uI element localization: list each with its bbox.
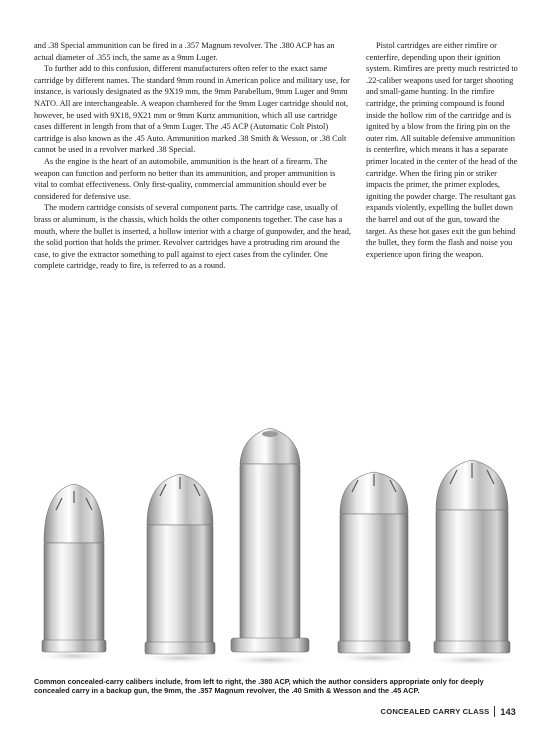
paragraph: and .38 Special ammunition can be fired in a .357 Magnum revolver. The .380 ACP has an actual diameter of .355 inch, the same as a 9mm Luger. — [34, 41, 335, 62]
cartridge-45-acp — [426, 460, 518, 666]
paragraph: As the engine is the heart of an automobile, ammunition is the heart of a firearm. The weapon can function and perform no better than its ammunition, and proper ammunition is vital to combat effectiveness. Only first-quality, commercial ammunition should ever be considered for defensive use. — [34, 156, 336, 201]
page-number: 143 — [500, 706, 516, 717]
paragraph: To further add to this confusion, different manufacturers often refer to the exact same cartridge by different names. The standard 9mm round in American police and military use, for instance, is variously designated as the 9X19 mm, the 9mm Parabellum, 9mm Luger and 9mm NATO. All are interchangeable. A weapon chambered for the 9mm Luger cartridge should not, however, be used with 9X18, 9X21 mm or 9mm Kurtz ammunition, which all use cartridge cases different in length from that of a 9mm Luger. The .45 ACP (Automatic Colt Pistol) cartridge is also known as the .45 Auto. Ammunition marked .38 Smith & Wesson, or .38 Colt cannot be used in a revolver marked .38 Special. — [34, 64, 350, 155]
paragraph: Pistol cartridges are either rimfire or centerfire, depending upon their ignition system. Rimfires are pretty much restricted to .22-caliber weapons used for target shooting and small-game hunting. In the rimfire cartridge, the priming compound is found inside the hollow rim of the cartridge and is ignited by a blow from the firing pin on the outer rim. All suitable defensive ammunition is centerfire, which means it has a separate primer located in the center of the head of the cartridge. When the firing pin or striker impacts the primer, the primer explodes, igniting the powder charge. The resultant gas expands violently, expelling the bullet down the barrel and out of the gun, toward the target. As these hot gases exit the gun behind the bullet, they form the flash and noise you experience upon firing the weapon. — [366, 41, 518, 259]
cartridges-photo — [0, 398, 550, 670]
cartridge-357-magnum — [224, 428, 316, 666]
left-text-column — [34, 40, 352, 272]
cartridge-9mm — [138, 474, 222, 664]
photo-caption: Common concealed-carry calibers include, from left to right, the .380 ACP, which the author considers appropriate only for deeply concealed carry in a backup gun, the 9mm, the .357 Magnum revolver, the .40 Smith & Wesson and the .45 ACP. — [34, 677, 484, 695]
cartridge-40-sw — [330, 472, 418, 664]
footer-divider — [494, 706, 495, 717]
page-footer — [381, 706, 516, 717]
paragraph: The modern cartridge consists of several component parts. The cartridge case, usually of brass or aluminum, is the chassis, which holds the other components together. The case has a mouth, where the bullet is inserted, a hollow interior with a charge of gunpowder, and the head, the solid portion that holds the primer. Revolver cartridges have a protruding rim around the case, to give the extractor something to pull against to eject cases from the cylinder. One complete cartridge, ready to fire, is referred to as a round. — [34, 203, 352, 271]
right-text-column — [366, 40, 518, 260]
cartridge-380-acp — [34, 484, 114, 662]
running-section-title: CONCEALED CARRY CLASS — [380, 707, 490, 716]
